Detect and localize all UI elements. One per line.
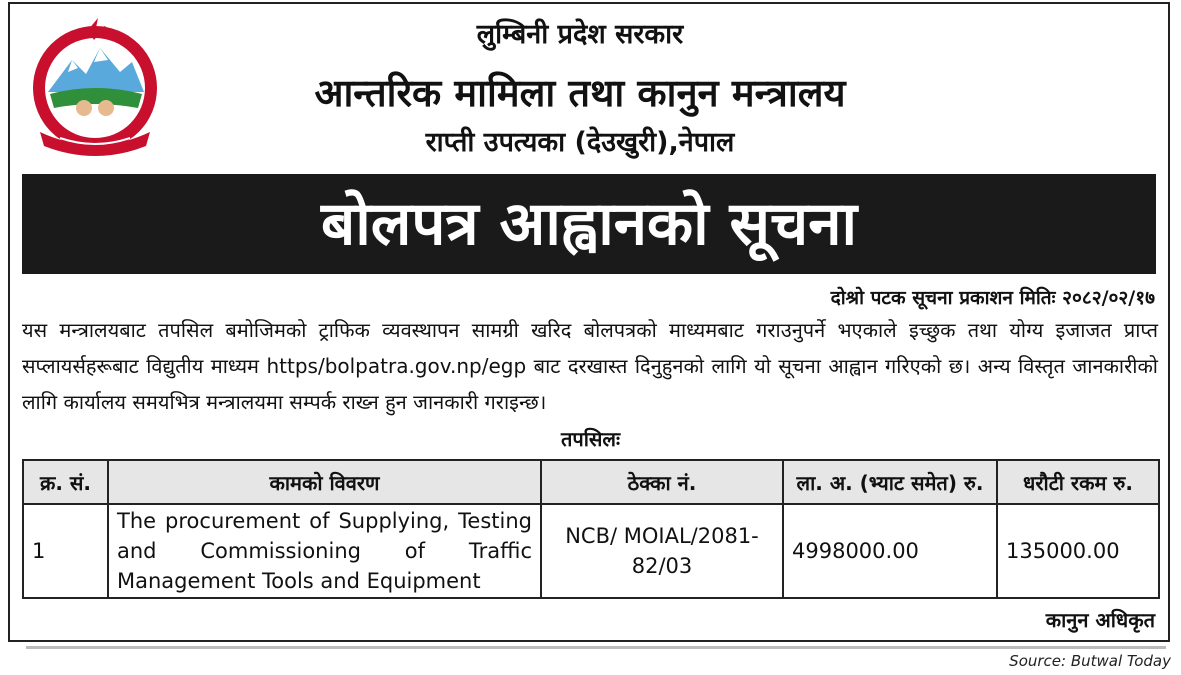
schedule-label: तपसिलः — [560, 427, 621, 451]
cell-serial-number: 1 — [23, 504, 108, 598]
bottom-divider — [26, 646, 1166, 649]
source-credit: Source: Butwal Today — [1009, 652, 1171, 670]
table-row — [23, 504, 1159, 598]
cell-work-description: The procurement of Supplying, Testing and Commissioning of Traffic Management Tools and Equipment — [108, 504, 541, 598]
header-work-description: कामको विवरण — [108, 460, 541, 504]
ministry-name-heading: आन्तरिक मामिला तथा कानुन मन्त्रालय — [314, 71, 846, 115]
header-contract-number: ठेक्का नं. — [541, 460, 783, 504]
header-bid-security: धरौटी रकम रु. — [997, 460, 1159, 504]
header-serial-number: क्र. सं. — [23, 460, 108, 504]
tender-table — [22, 459, 1160, 599]
ministry-address: राप्ती उपत्यका (देउखुरी),नेपाल — [425, 127, 735, 158]
publication-date: दोश्रो पटक सूचना प्रकाशन मितिः २०८२/०२/१७ — [830, 287, 1155, 309]
nepal-emblem-icon — [20, 12, 170, 160]
notice-title-banner: बोलपत्र आह्वानको सूचना — [22, 174, 1156, 274]
cell-contract-number: NCB/ MOIAL/2081-82/03 — [541, 504, 783, 598]
province-government-heading: लुम्बिनी प्रदेश सरकार — [476, 19, 684, 50]
header-cost-estimate: ला. अ. (भ्याट समेत) रु. — [783, 460, 997, 504]
notice-body-text: यस मन्त्रालयबाट तपसिल बमोजिमको ट्राफिक व्यवस्थापन सामग्री खरिद बोलपत्रको माध्यमबाट गराउनुपर्ने भएकाले इच्छुक तथा योग्य इजाजत प्राप्त सप्लायर्सहरूबाट विद्युतीय माध्यम https/bolpatra.gov.np/egp बाट दरखास्त दिनुहुनको लागि यो सूचना आह्वान गरिएको छ। अन्य विस्तृत जानकारीको लागि कार्यालय समयभित्र मन्त्रालयमा सम्पर्क राख्न हुन जानकारी गराइन्छ। — [22, 318, 1158, 414]
cell-cost-estimate: 4998000.00 — [783, 504, 997, 598]
table-header-row — [23, 460, 1159, 504]
signatory-title: कानुन अधिकृत — [1045, 608, 1155, 632]
cell-bid-security: 135000.00 — [997, 504, 1159, 598]
